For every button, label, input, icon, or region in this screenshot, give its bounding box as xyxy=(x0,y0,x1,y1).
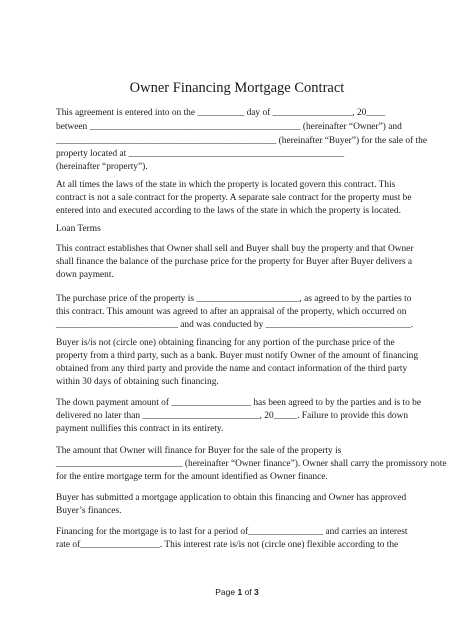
body-line: down payment. xyxy=(56,270,114,280)
body-line: property from a third party, such as a bank. Buyer must notify Owner of the amount of financing xyxy=(56,351,419,361)
body-line: within 30 days of obtaining such financing. xyxy=(56,377,219,387)
body-line: ___________________________ (hereinafter “Owner finance”). Owner shall carry the promissory note xyxy=(56,459,447,469)
body-line: This agreement is entered into on the __________ day of _________________, 20____ xyxy=(56,108,386,118)
body-line: contract is not a sale contract for the property. A separate sale contract for the property must be xyxy=(56,193,412,203)
body-line: rate of_________________. This interest rate is/is not (circle one) flexible according to the xyxy=(56,540,399,550)
page-current: 1 xyxy=(237,587,243,597)
body-line: between _____________________________________________ (hereinafter “Owner”) and xyxy=(56,122,402,132)
body-line: payment nullifies this contract in its entirety. xyxy=(56,424,224,434)
page-total: 3 xyxy=(254,587,259,597)
body-line: shall finance the balance of the purchase price for the property for Buyer after Buyer delivers a xyxy=(56,257,413,267)
section-heading: Loan Terms xyxy=(56,224,101,234)
page-label: Page xyxy=(215,587,236,597)
body-line: (hereinafter “property”). xyxy=(56,162,148,172)
body-line: __________________________ and was conducted by _______________________________. xyxy=(56,320,414,330)
body-line: Buyer is/is not (circle one) obtaining financing for any portion of the purchase price of the xyxy=(56,338,395,348)
body-line: delivered no later than _________________________, 20_____. Failure to provide this down xyxy=(56,411,409,421)
body-line: obtained from any third party and provide the name and contact information of the third party xyxy=(56,364,408,374)
body-line: Financing for the mortgage is to last for a period of________________ and carries an interest xyxy=(56,527,408,537)
body-line: this contract. This amount was agreed to after an appraisal of the property, which occurred on xyxy=(56,307,407,317)
body-line: for the entire mortgage term for the amount identified as Owner finance. xyxy=(56,472,328,482)
body-line: property located at ______________________________________________ xyxy=(56,149,345,159)
body-line: entered into and executed according to the laws of the state in which the property is located. xyxy=(56,206,401,216)
document-title: Owner Financing Mortgage Contract xyxy=(129,80,345,96)
body-line: Buyer has submitted a mortgage application to obtain this financing and Owner has approved xyxy=(56,493,407,503)
body-line: This contract establishes that Owner shall sell and Buyer shall buy the property and that Owner xyxy=(56,244,414,254)
page-number xyxy=(0,587,474,598)
body-line: Buyer’s finances. xyxy=(56,506,122,516)
body-line: The down payment amount of _________________ has been agreed to by the parties and is to be xyxy=(56,398,422,408)
body-line: _______________________________________________ (hereinafter “Buyer”) for the sale of the xyxy=(56,136,428,146)
body-line: The amount that Owner will finance for Buyer for the sale of the property is xyxy=(56,446,342,456)
body-line: At all times the laws of the state in which the property is located govern this contract. This xyxy=(56,180,396,190)
of-label: of xyxy=(244,587,252,597)
body-line: The purchase price of the property is ______________________, as agreed to by the parties to xyxy=(56,294,412,304)
